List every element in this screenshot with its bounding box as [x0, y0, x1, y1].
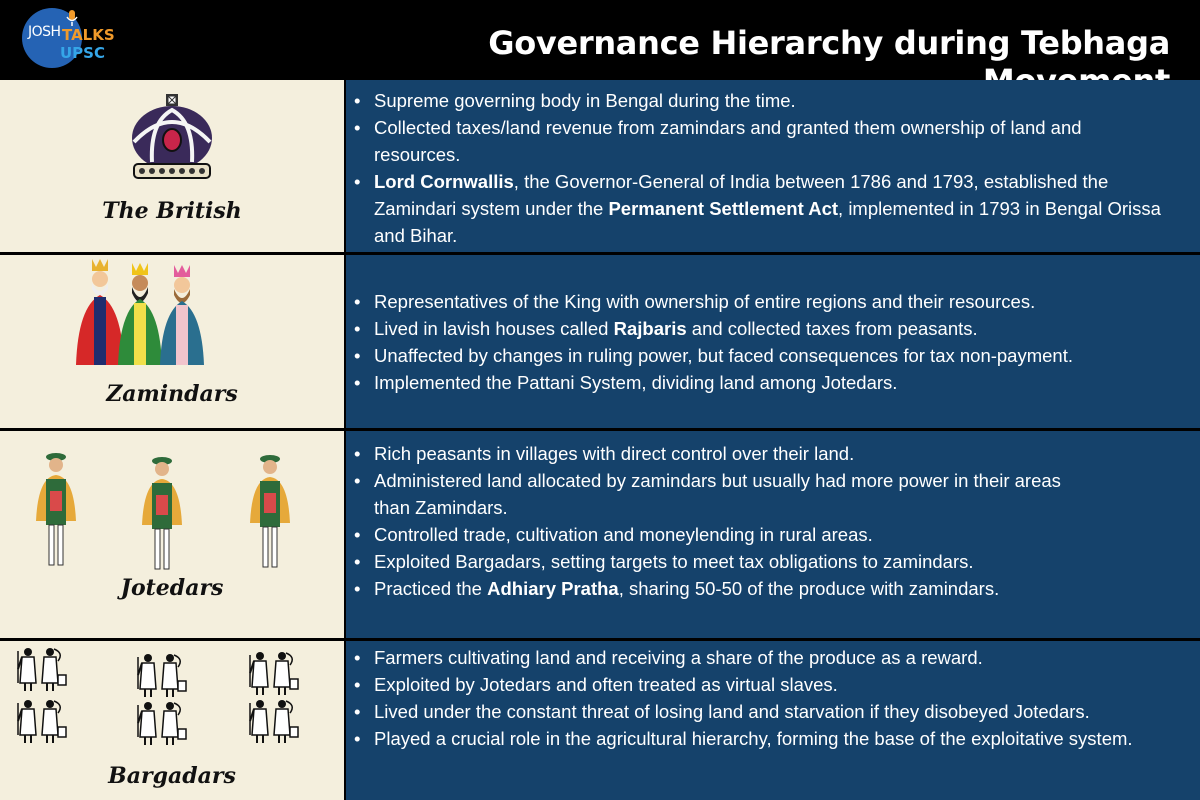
microphone-icon — [66, 10, 78, 26]
bullet-text: Implemented the Pattani System, dividing land among Jotedars. — [374, 372, 898, 393]
zamindars-panel — [0, 255, 344, 428]
bullet-text: Collected taxes/land revenue from zamindars and granted them ownership of land and resources. — [374, 117, 1082, 165]
bullet-bold-text: Adhiary Pratha — [487, 578, 619, 599]
bullet-text: Supreme governing body in Bengal during the time. — [374, 90, 796, 111]
zamindars-kings-illustration — [68, 257, 228, 367]
bullet-item — [352, 698, 1200, 725]
bullet-text: Administered land allocated by zamindars but usually had more power in their areas than Zamindars. — [374, 470, 1061, 518]
row-label-bargadars: Bargadars — [108, 763, 236, 789]
bargadars-bullets — [352, 644, 1200, 752]
bullet-text: Lived in lavish houses called — [374, 318, 614, 339]
bullet-text: , implemented in 1793 in Bengal Orissa and Bihar. — [374, 198, 1161, 246]
row-jotedars — [0, 431, 1200, 638]
bullet-bold-text: Rajbaris — [613, 318, 687, 339]
jotedars-bullets — [352, 440, 1072, 602]
row-bargadars — [0, 641, 1200, 800]
bullet-item — [352, 114, 1172, 168]
bullet-text: Controlled trade, cultivation and moneylending in rural areas. — [374, 524, 873, 545]
bullet-bold-text: Permanent Settlement Act — [608, 198, 839, 219]
british-content — [346, 80, 1200, 252]
bullet-item — [352, 288, 1192, 315]
bargadars-panel — [0, 641, 344, 800]
logo-upsc-text: UPSC — [60, 44, 105, 62]
row-label-british: The British — [102, 198, 242, 224]
zamindars-bullets — [352, 288, 1192, 396]
bullet-item — [352, 87, 1172, 114]
british-bullets — [352, 87, 1172, 249]
bullet-item — [352, 521, 1072, 548]
jotedars-content — [346, 431, 1200, 638]
bullet-item — [352, 671, 1200, 698]
bargadars-content — [346, 641, 1200, 800]
bullet-text: Exploited by Jotedars and often treated as virtual slaves. — [374, 674, 838, 695]
bullet-item — [352, 467, 1072, 521]
bullet-text: Representatives of the King with ownership of entire regions and their resources. — [374, 291, 1036, 312]
bullet-text: and collected taxes from peasants. — [686, 318, 978, 339]
bullet-text: Rich peasants in villages with direct control over their land. — [374, 443, 855, 464]
bullet-text: Played a crucial role in the agricultural hierarchy, forming the base of the exploitative system. — [374, 728, 1133, 749]
crown-icon — [122, 92, 222, 192]
row-label-zamindars: Zamindars — [106, 381, 238, 407]
bullet-text: Exploited Bargadars, setting targets to meet tax obligations to zamindars. — [374, 551, 974, 572]
bullet-item — [352, 342, 1192, 369]
bargadars-farmers-illustration — [16, 645, 316, 745]
row-label-jotedars: Jotedars — [120, 575, 224, 601]
zamindars-content — [346, 255, 1200, 428]
bullet-item — [352, 440, 1072, 467]
bullet-item — [352, 575, 1072, 602]
bullet-item — [352, 168, 1172, 249]
bullet-text: Unaffected by changes in ruling power, but faced consequences for tax non-payment. — [374, 345, 1073, 366]
bullet-item — [352, 725, 1200, 752]
bullet-item — [352, 369, 1192, 396]
bullet-item — [352, 644, 1200, 671]
page-title: Governance Hierarchy during Tebhaga — [488, 24, 1170, 62]
josh-talks-upsc-logo — [22, 6, 132, 70]
bullet-item — [352, 315, 1192, 342]
bullet-text: Practiced the — [374, 578, 488, 599]
header-bar — [0, 0, 1200, 80]
bullet-text: Farmers cultivating land and receiving a share of the produce as a reward. — [374, 647, 983, 668]
british-panel — [0, 80, 344, 252]
logo-josh-text: JOSH — [28, 24, 61, 40]
logo-talks-text: TALKS — [62, 26, 115, 44]
row-british — [0, 80, 1200, 252]
jotedars-panel — [0, 431, 344, 638]
row-zamindars — [0, 255, 1200, 428]
bullet-text: , the Governor-General of India between 1786 and 1793, established the Zamindari system under the — [374, 171, 1109, 219]
jotedars-figures-illustration — [32, 451, 302, 571]
bullet-item — [352, 548, 1072, 575]
bullet-text: , sharing 50-50 of the produce with zamindars. — [618, 578, 1000, 599]
bullet-bold-text: Lord Cornwallis — [374, 171, 514, 192]
bullet-text: Lived under the constant threat of losing land and starvation if they disobeyed Jotedars. — [374, 701, 1090, 722]
